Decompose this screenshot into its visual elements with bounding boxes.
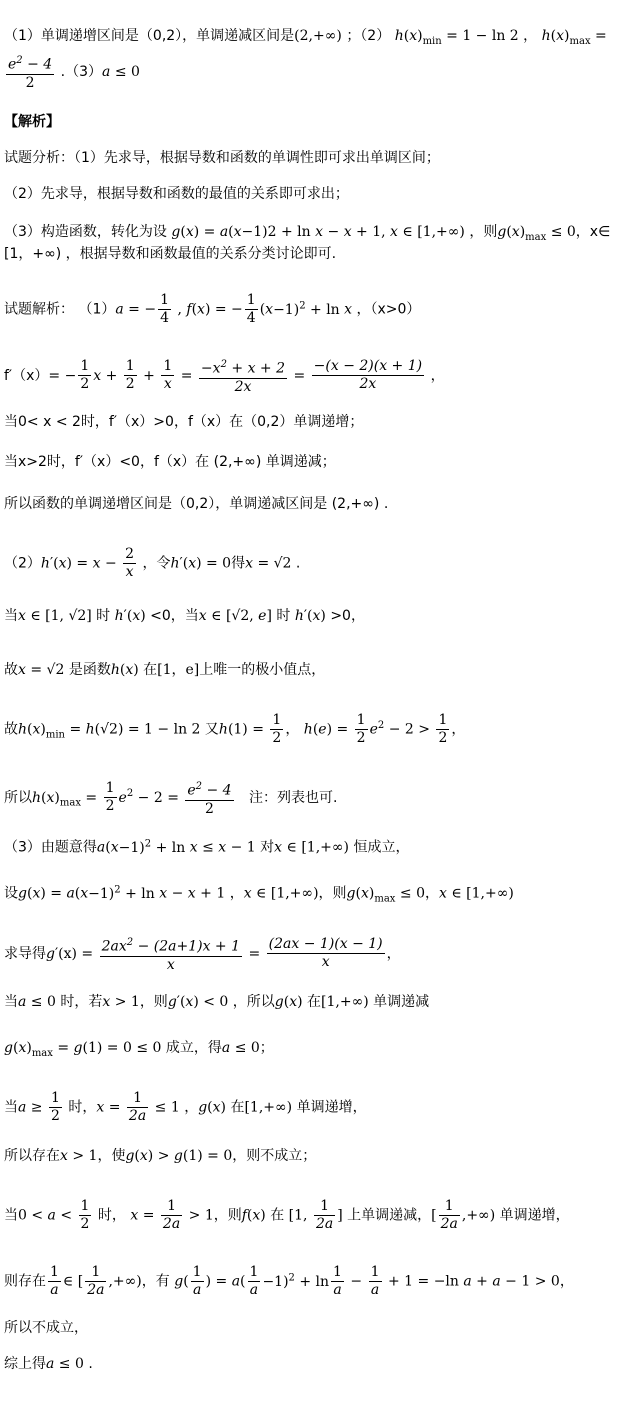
solution-line-3: 当0< x < 2时，f′（x）>0，f（x）在（0,2）单调递增； bbox=[4, 414, 364, 430]
solution-line-7: 当x ∈ [1, √2] 时 h′(x) <0，当x ∈ [√2, e] 时 h′(x) >0， bbox=[4, 608, 365, 624]
analysis-heading: 【解析】 bbox=[4, 114, 60, 130]
solution-line-4: 当x>2时，f′（x）<0，f（x）在 (2,+∞) 单调递减； bbox=[4, 454, 336, 470]
solution-line-18: 当0 < a < $\frac{1}{2}$ 时， x = $\frac{1}{2a}$ > 1，则f(x) 在 [1, $\frac{1}{2a}$ ] 上单调递减，[ $\frac{1}{2a}$ ,+∞) 单调递增， bbox=[4, 1198, 570, 1232]
solution-line-16: 当a ≥ $\frac{1}{2}$ 时，x = $\frac{1}{2a}$ ≤ 1 ，g(x) 在[1,+∞) 单调递增， bbox=[4, 1090, 367, 1124]
answer-line-1: （1）单调递增区间是（0,2），单调递减区间是(2,+∞) ；（2） $h(x)_{min} = 1 - \ln 2$ ， $h(x)_{max}$ = bbox=[4, 28, 607, 47]
analysis-line-4: [1，+∞) ，根据导数和函数最值的关系分类讨论即可. bbox=[4, 246, 337, 262]
solution-line-6: （2）h′(x) = x − $\frac{2}{x}$ ，令h′(x) = 0得x = √2 . bbox=[4, 546, 301, 580]
solution-line-1: 试题解析： （1）a = − $\frac{1}{4}$ , f(x) = − $\frac{1}{4}$ $(x-1)^2 + \ln x$ ，（x>0） bbox=[4, 292, 421, 326]
solution-line-12: 设$g(x) = a(x-1)^2 + \ln x - x + 1$ ，x ∈ [1,+∞)，则$g(x)_{max} \le 0$，x ∈ [1,+∞) bbox=[4, 884, 514, 905]
solution-line-13: 求导得g′(x) = $\frac{2ax^2 - (2a+1)x + 1}{x}$ = $\frac{(2ax - 1)(x - 1)}{x}$ ， bbox=[4, 934, 626, 974]
solution-line-19: 则存在 $\frac{1}{a}$ ∈ [ $\frac{1}{2a}$ ,+∞)，有 g( $\frac{1}{a}$ ) = a( $\frac{1}{a}$ −1)$^2$ + ln $\frac{1}{a}$ − $\frac{1}{a}$ + 1 = −ln a + a − 1 > 0， bbox=[4, 1264, 574, 1298]
solution-line-14: 当a ≤ 0 时，若x > 1，则g′(x) < 0 ，所以g(x) 在[1,+∞) 单调递减 bbox=[4, 994, 430, 1010]
solution-line-8: 故x = √2 是函数h(x) 在[1，e]上唯一的极小值点， bbox=[4, 662, 326, 678]
solution-line-21: 综上得a ≤ 0 . bbox=[4, 1356, 93, 1372]
analysis-line-2: （2）先求导，根据导数和函数的最值的关系即可求出； bbox=[4, 186, 349, 202]
solution-line-10: 所以$h(x)_{max}$ = $\frac{1}{2}$ $e^2 - 2$ = $\frac{e^2 - 4}{2}$ 注：列表也可. bbox=[4, 778, 626, 818]
solution-line-11: （3）由题意得$a(x-1)^2 + \ln x \le x - 1$ 对x ∈ [1,+∞) 恒成立， bbox=[4, 838, 410, 856]
solution-line-15: $g(x)_{max} = g(1) = 0 \le 0$ 成立，得a ≤ 0； bbox=[4, 1040, 274, 1059]
analysis-line-1: 试题分析：（1）先求导，根据导数和函数的单调性即可求出单调区间； bbox=[4, 150, 440, 166]
solution-line-9: 故$h(x)_{min} = h(√2) = 1 - \ln 2$ 又h(1) = $\frac{1}{2}$ ， h(e) = $\frac{1}{2}$ $e^2 - 2$ > $\frac{1}{2}$ ， bbox=[4, 712, 466, 746]
solution-line-5: 所以函数的单调递增区间是（0,2），单调递减区间是 (2,+∞) . bbox=[4, 496, 389, 512]
solution-line-20: 所以不成立， bbox=[4, 1320, 88, 1336]
solution-line-17: 所以存在x > 1，使g(x) > g(1) = 0，则不成立； bbox=[4, 1148, 317, 1164]
solution-line-2: f′（x）= − $\frac{1}{2}$ x + $\frac{1}{2}$ + $\frac{1}{x}$ = $\frac{-x^2 + x + 2}{2x}$ = $\frac{-(x - 2)(x + 1)}{2x}$ ， bbox=[4, 356, 626, 396]
answer-line-2: $\frac{e^2 - 4}{2}$ .（3）a ≤ 0 bbox=[4, 52, 626, 92]
analysis-line-3: （3）构造函数，转化为设 g(x) = a(x−1)2 + ln x − x + 1, x ∈ [1,+∞) ，则$g(x)_{max} \le 0$，x∈ bbox=[4, 224, 611, 243]
